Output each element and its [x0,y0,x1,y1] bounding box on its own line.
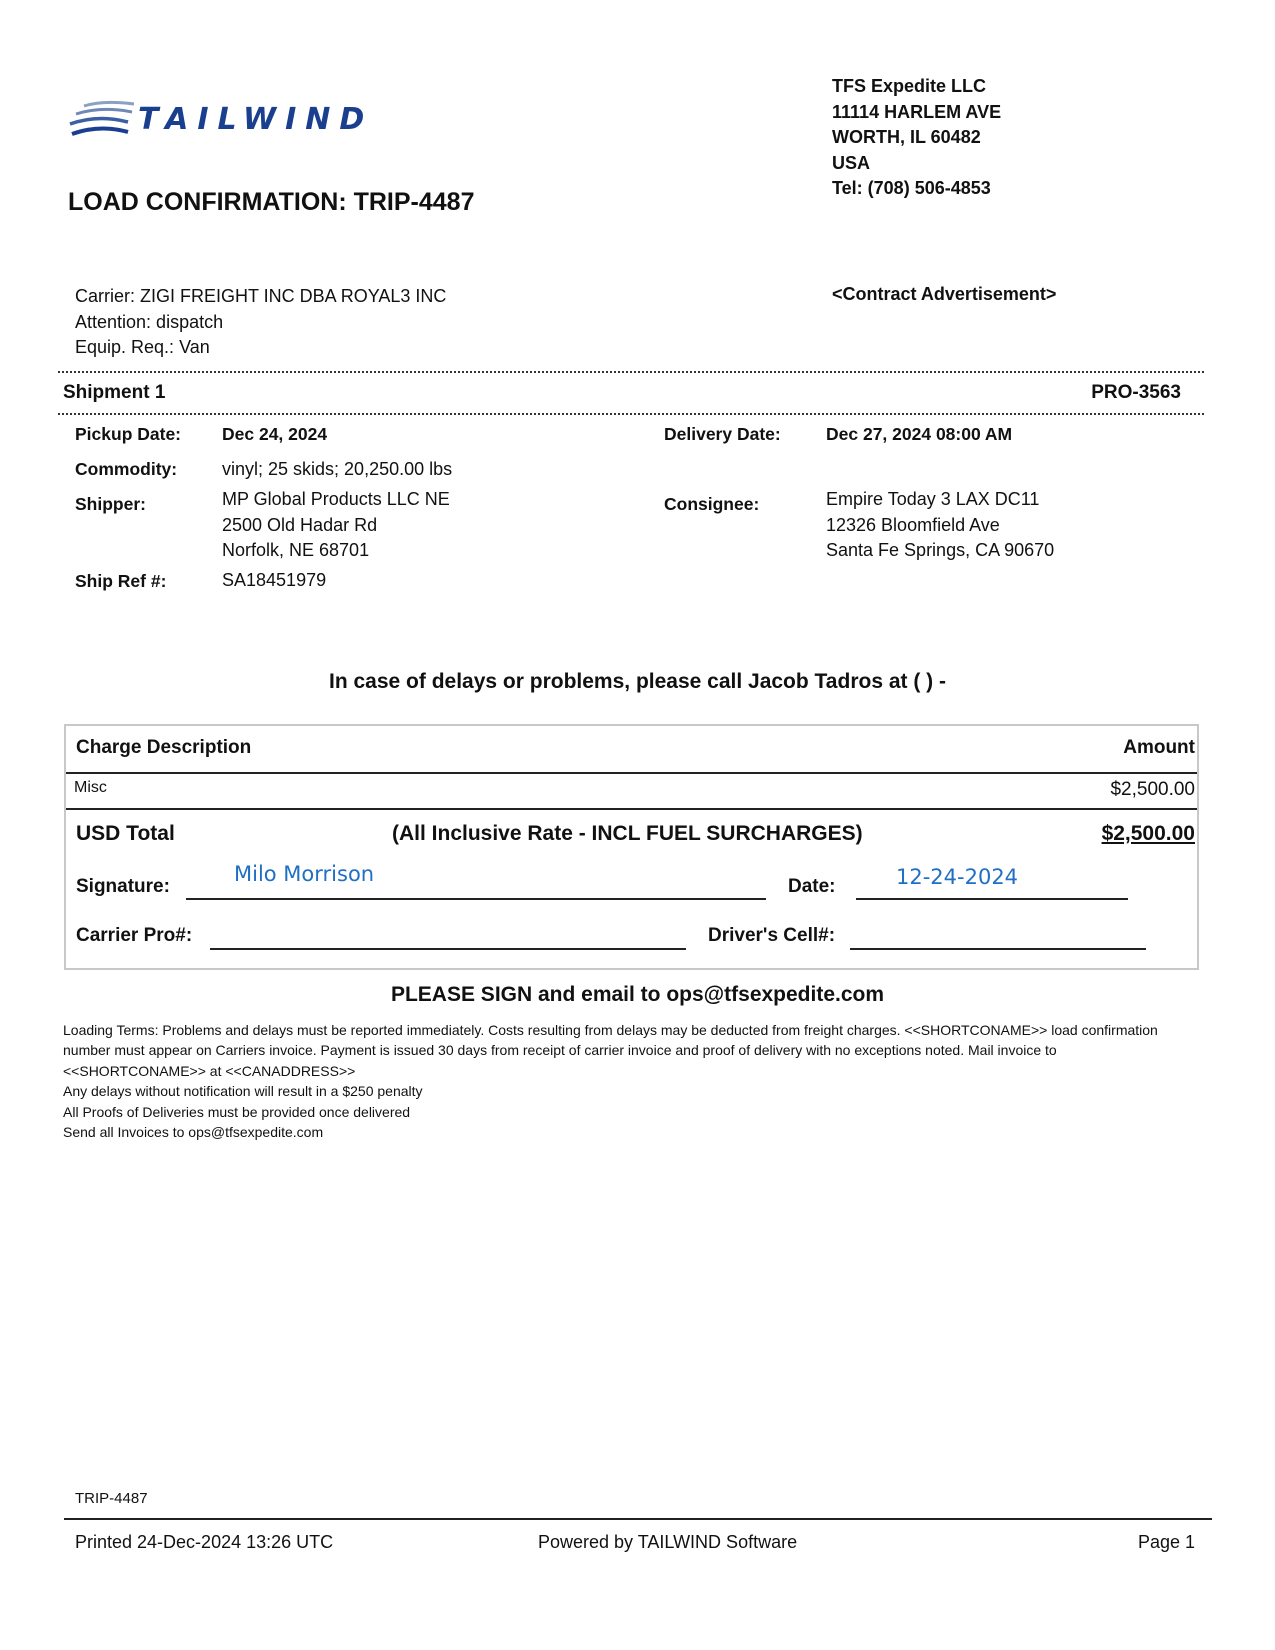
date-label: Date: [788,876,836,897]
consignee-city: Santa Fe Springs, CA 90670 [826,540,1055,560]
footer-trip-ref: TRIP-4487 [75,1490,148,1507]
date-value: 12-24-2024 [896,865,1019,889]
terms-penalty: Any delays without notification will result in a $250 penalty [63,1083,423,1100]
pickup-date-value: Dec 24, 2024 [222,424,328,444]
row-divider [66,808,1197,810]
company-tel: Tel: (708) 506-4853 [832,178,991,198]
signature-label: Signature: [76,876,170,897]
company-street: 11114 HARLEM AVE [832,101,1002,122]
shipment-label: Shipment 1 [63,382,166,403]
commodity-value: vinyl; 25 skids; 20,250.00 lbs [222,459,453,479]
consignee-name: Empire Today 3 LAX DC11 [826,489,1040,509]
pickup-date-label: Pickup Date: [75,424,181,444]
company-address [832,74,1001,202]
drivers-cell-line[interactable] [850,948,1146,950]
carrier-line: Carrier: ZIGI FREIGHT INC DBA ROYAL3 INC [75,286,447,306]
company-city: WORTH, IL 60482 [832,127,981,147]
shipper-city: Norfolk, NE 68701 [222,540,370,560]
consignee-street: 12326 Bloomfield Ave [826,514,1000,535]
charges-box [64,724,1199,970]
shipper-street: 2500 Old Hadar Rd [222,514,378,535]
header-divider [66,772,1197,774]
equipment-line: Equip. Req.: Van [75,337,210,357]
commodity-label: Commodity: [75,459,178,479]
wind-waves-icon [68,100,138,146]
delay-notice: In case of delays or problems, please call Jacob Tadros at ( ) - [329,670,946,693]
loading-terms [63,1020,1203,1142]
dotted-divider-top [58,371,1204,373]
carrier-info [75,284,446,361]
company-name: TFS Expedite LLC [832,76,987,96]
pro-number: PRO-3563 [1091,382,1181,403]
shipper-label: Shipper: [75,494,146,514]
total-note: (All Inclusive Rate - INCL FUEL SURCHARGES) [392,822,863,845]
drivers-cell-label: Driver's Cell#: [708,925,836,946]
attention-line: Attention: dispatch [75,311,224,332]
powered-by: Powered by TAILWIND Software [538,1532,798,1552]
ship-ref-label: Ship Ref #: [75,571,167,591]
date-line[interactable] [856,898,1128,900]
page-title: LOAD CONFIRMATION: TRIP-4487 [68,188,475,216]
carrier-pro-label: Carrier Pro#: [76,925,193,946]
shipper-address [222,487,450,564]
charge-description-header: Charge Description [76,737,252,758]
contract-advertisement: <Contract Advertisement> [832,284,1057,304]
printed-timestamp: Printed 24-Dec-2024 13:26 UTC [75,1532,334,1552]
consignee-address [826,487,1054,564]
terms-proofs: All Proofs of Deliveries must be provided once delivered [63,1103,411,1120]
charge-row-amount: $2,500.00 [1110,779,1195,800]
please-sign-instruction: PLEASE SIGN and email to ops@tfsexpedite.com [390,983,885,1006]
logo-wordmark: TAILWIND [138,102,374,137]
tailwind-logo [68,100,448,146]
charge-row-description: Misc [74,779,107,796]
signature-value: Milo Morrison [234,862,375,886]
usd-total-label: USD Total [76,822,175,845]
footer-divider [64,1518,1212,1520]
terms-invoices: Send all Invoices to ops@tfsexpedite.com [63,1124,324,1141]
shipper-name: MP Global Products LLC NE [222,489,450,509]
total-amount: $2,500.00 [1101,822,1195,845]
page-number: Page 1 [1137,1532,1195,1552]
delivery-date-value: Dec 27, 2024 08:00 AM [826,424,1013,444]
delivery-date-label: Delivery Date: [664,424,781,444]
company-country: USA [832,152,871,173]
terms-paragraph: Loading Terms: Problems and delays must be reported immediately. Costs resulting from delays may be deducted from freight charges. <<SHORTCONAME>> load confirmation number must appear on Carriers invoice. Payment is issued 30 days from receipt of carrier invoice and proof of delivery with no exceptions noted. Mail invoice to <<SHORTCONAME>> at <<CANADDRESS>> [63,1022,1158,1079]
carrier-pro-line[interactable] [210,948,686,950]
dotted-divider-bottom [58,413,1204,415]
amount-header: Amount [1123,737,1195,758]
signature-line[interactable] [186,898,766,900]
ship-ref-value: SA18451979 [222,570,327,590]
consignee-label: Consignee: [664,494,760,514]
